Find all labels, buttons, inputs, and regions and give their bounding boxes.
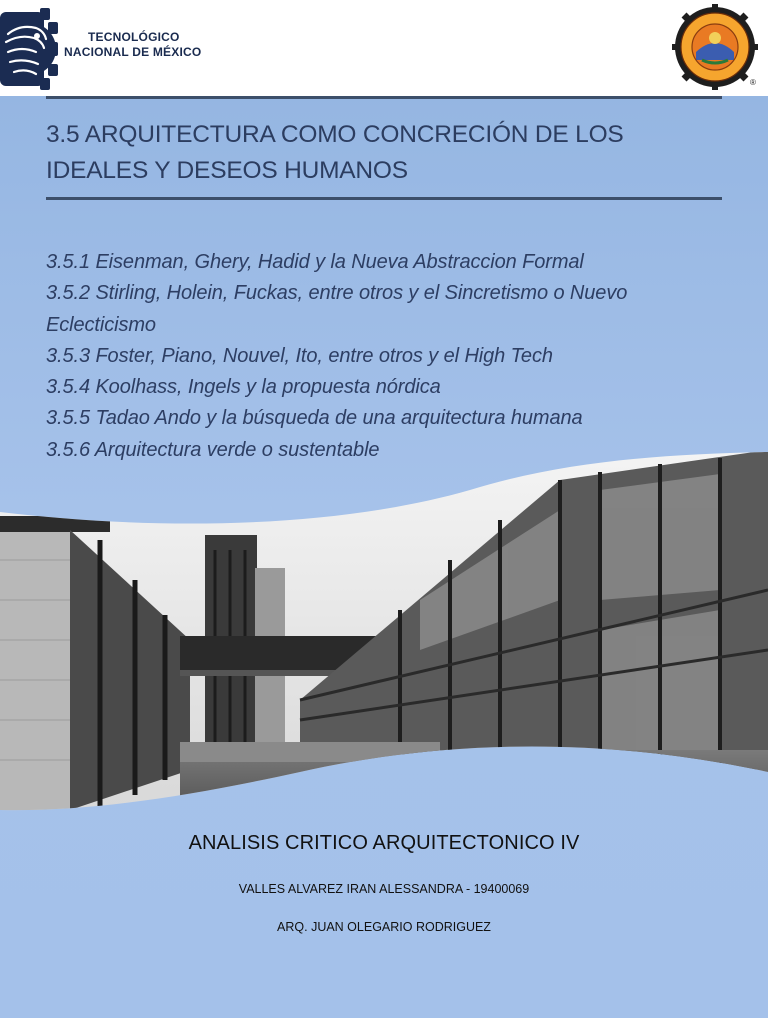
teacher-name: ARQ. JUAN OLEGARIO RODRIGUEZ (277, 920, 491, 934)
subtopic-item: 3.5.1 Eisenman, Ghery, Hadid y la Nueva Abstraccion Formal (46, 251, 584, 273)
subtopic-item: 3.5.5 Tadao Ando y la búsqueda de una arquitectura humana (46, 407, 583, 430)
institution-name (64, 30, 201, 60)
registered-mark: ® (750, 78, 756, 87)
page-title (46, 117, 726, 189)
subtopic-item: 3.5.4 Koolhass, Ingels y la propuesta nórdica (46, 376, 441, 399)
top-rule (46, 96, 722, 99)
institution-line2: NACIONAL DE MÉXICO (64, 45, 202, 59)
header-band (0, 0, 768, 96)
subtopic-list (46, 247, 746, 466)
title-rule (46, 197, 722, 200)
subtopic-item: 3.5.2 Stirling, Holein, Fuckas, entre otros y el Sincretismo o Nuevo (46, 282, 628, 305)
student-name: VALLES ALVAREZ IRAN ALESSANDRA - 19400069 (238, 882, 530, 896)
bottom-edge (0, 1018, 768, 1024)
subtopic-item: 3.5.6 Arquitectura verde o sustentable (46, 438, 380, 461)
course-title: ANALISIS CRITICO ARQUITECTONICO IV (188, 832, 580, 854)
subtopic-item: 3.5.3 Foster, Piano, Nouvel, Ito, entre otros y el High Tech (46, 344, 553, 367)
institution-line1: TECNOLÓGICO (88, 30, 180, 44)
tecnm-logo-icon (0, 6, 58, 92)
title-line2: IDEALES Y DESEOS HUMANOS (46, 157, 408, 184)
tepic-seal-icon (672, 4, 758, 90)
title-line1: 3.5 ARQUITECTURA COMO CONCRECIÓN DE LOS (46, 121, 624, 148)
subtopic-item: Eclecticismo (46, 313, 156, 336)
architecture-photo (0, 450, 768, 820)
